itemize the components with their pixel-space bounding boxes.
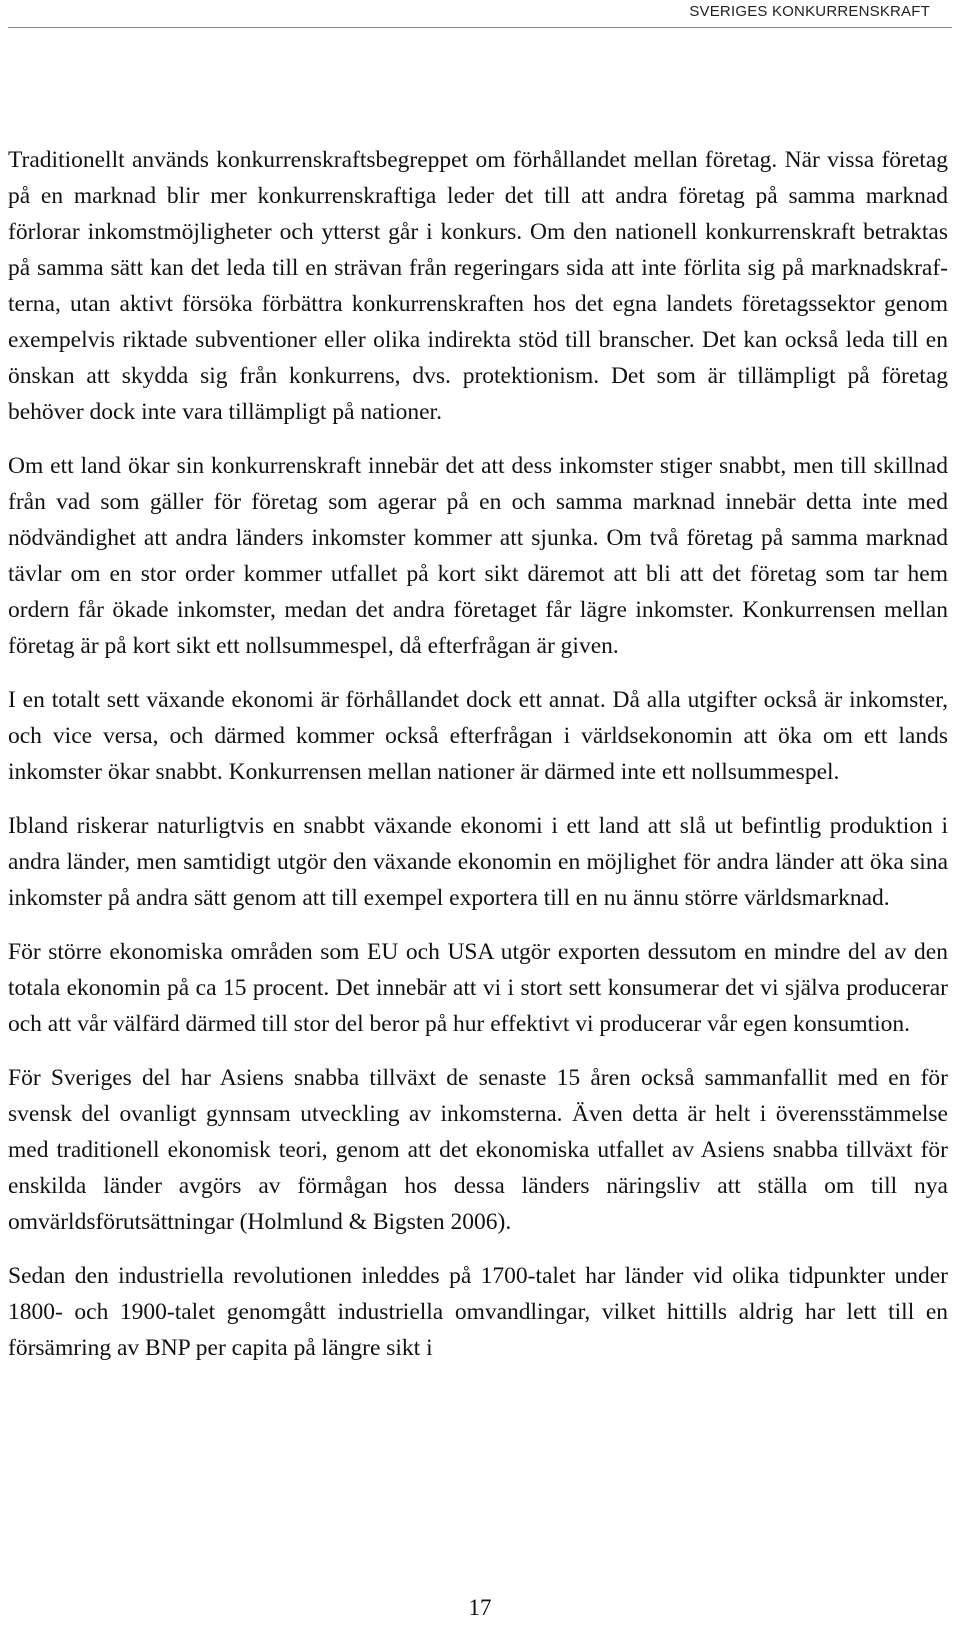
paragraph: Ibland riskerar naturligtvis en snabbt växande ekonomi i ett land att slå ut befintlig produktion i andra länder, men samtidigt utgör den växande ekonomin en möjlighet för andra länder att öka sina inkomster på andra sätt genom att till exempel exportera till en nu ännu större världsmarknad.	[8, 813, 948, 911]
running-header: SVERIGES KONKURRENSKRAFT	[689, 3, 930, 20]
paragraph: Sedan den industriella revolutionen inleddes på 1700-talet har länder vid olika tidpunkter under 1800- och 1900-talet genomgått industriella omvandlingar, vilket hittills aldrig har lett till en försämring av BNP per capita på längre sikt i	[8, 1263, 948, 1361]
page-number: 17	[468, 1595, 492, 1620]
paragraph: För större ekonomiska områden som EU och USA utgör exporten dessutom en mindre del av den totala ekonomin på ca 15 procent. Det innebär att vi i stort sett konsumerar det vi själva producerar och att vår välfärd därmed till stor del beror på hur effektivt vi producerar vår egen konsumtion.	[8, 939, 948, 1037]
body-text	[8, 142, 948, 1384]
paragraph: Traditionellt används konkurrenskraftsbegreppet om förhållandet mellan företag. När vissa företag på en marknad blir mer konkurrenskraftiga leder det till att andra företag på samma marknad förlorar inkomstmöjligheter och ytterst går i konkurs. Om den nationell konkurrenskraft betraktas på samma sätt kan det leda till en strävan från regeringars sida att inte förlita sig på marknadskrafterna, utan aktivt försöka förbättra konkurrenskraften hos det egna landets företagssektor genom exempelvis riktade subventioner eller olika indirekta stöd till branscher. Det kan också leda till en önskan att skydda sig från konkurrens, dvs. protektionism. Det som är tillämpligt på företag behöver dock inte vara tillämpligt på nationer.	[8, 147, 948, 425]
paragraph: För Sveriges del har Asiens snabba tillväxt de senaste 15 åren också sammanfallit med en för svensk del ovanligt gynnsam utveckling av inkomsterna. Även detta är helt i överensstämmelse med traditionell ekonomisk teori, genom att det ekonomiska utfallet av Asiens snabba tillväxt för enskilda länder avgörs av förmågan hos dessa länders näringsliv att ställa om till nya omvärldsförutsättningar (Holmlund & Bigsten 2006).	[8, 1065, 948, 1235]
paragraph: Om ett land ökar sin konkurrenskraft innebär det att dess inkomster stiger snabbt, men till skillnad från vad som gäller för företag som agerar på en och samma marknad innebär detta inte med nödvändighet att andra länders inkomster kommer att sjunka. Om två företag på samma marknad tävlar om en stor order kommer utfallet på kort sikt däremot att bli att det företag som tar hem ordern får ökade inkomster, medan det andra företaget får lägre inkomster. Konkurrensen mellan företag är på kort sikt ett nollsummespel, då efterfrågan är given.	[8, 453, 948, 659]
paragraph: I en totalt sett växande ekonomi är förhållandet dock ett annat. Då alla utgifter också är inkomster, och vice versa, och därmed kommer också efterfrågan i världsekonomin att öka om ett lands inkomster ökar snabbt. Konkurrensen mellan nationer är därmed inte ett nollsummespel.	[8, 687, 948, 785]
header-divider	[8, 27, 952, 28]
